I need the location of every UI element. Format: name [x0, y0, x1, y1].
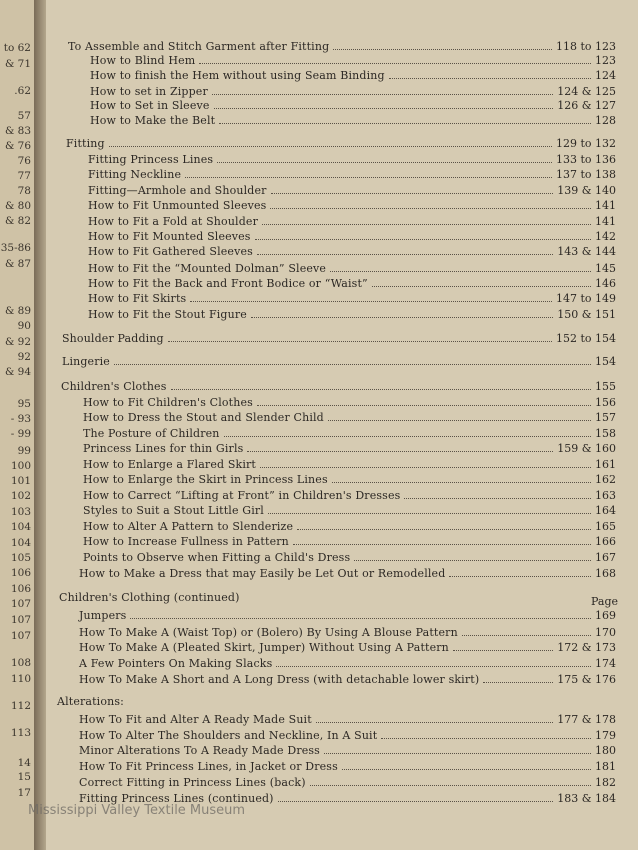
left-page-number: - 99 — [10, 428, 31, 440]
toc-entry-title: Fitting Princess Lines — [88, 153, 214, 166]
toc-entry-title: How To Make A (Pleated Skirt, Jumper) Without Using A Pattern — [79, 641, 449, 654]
toc-entry-page: 133 to 136 — [555, 153, 616, 166]
left-page-number: 107 — [10, 614, 31, 626]
toc-entry-title: How to Enlarge a Flared Skirt — [83, 458, 256, 471]
toc-entry-page: 141 — [595, 199, 616, 212]
toc-entry-page: 179 — [595, 729, 616, 742]
left-page-number: 106 — [10, 583, 31, 595]
dot-leader — [372, 286, 591, 287]
toc-entry — [90, 83, 616, 98]
toc-entry-page: 180 — [595, 744, 616, 757]
left-page-number: & 71 — [4, 58, 31, 70]
toc-entry-title: How To Make A (Waist Top) or (Bolero) By Using A Blouse Pattern — [79, 626, 458, 639]
toc-entry-page: 139 & 140 — [557, 184, 616, 197]
toc-entry-title: How to Increase Fullness in Pattern — [83, 535, 289, 548]
left-page-number: 107 — [10, 598, 31, 610]
dot-leader — [262, 224, 591, 225]
toc-entry-page: 165 — [595, 520, 616, 533]
toc-entry — [62, 330, 616, 345]
toc-entry-page: 137 to 138 — [555, 168, 616, 181]
left-page-number: & 92 — [4, 336, 31, 348]
toc-entry — [66, 135, 616, 150]
dot-leader — [168, 341, 552, 342]
toc-entry-title: Jumpers — [79, 609, 127, 622]
dot-leader — [271, 193, 554, 194]
toc-entry — [88, 166, 616, 181]
dot-leader — [257, 254, 553, 255]
toc-entry-title: How to Make a Dress that may Easily be Let Out or Remodelled — [79, 567, 446, 580]
toc-entry — [68, 38, 616, 53]
toc-entry-page: 169 — [595, 609, 616, 622]
toc-entry-page: 166 — [595, 535, 616, 548]
dot-leader — [109, 146, 552, 147]
toc-entry-title: Children's Clothes — [61, 380, 167, 393]
toc-entry-title: Styles to Suit a Stout Little Girl — [83, 504, 264, 517]
toc-entry — [90, 97, 616, 112]
left-page-number: 108 — [10, 657, 31, 669]
left-page-number: 101 — [10, 475, 31, 487]
toc-entry-title: How to Fit the Stout Figure — [88, 308, 247, 321]
toc-entry — [79, 655, 616, 670]
toc-entry — [83, 425, 616, 440]
toc-entry-title: Minor Alterations To A Ready Made Dress — [79, 744, 320, 757]
toc-entry — [83, 394, 616, 409]
toc-entry-page: 164 — [595, 504, 616, 517]
dot-leader — [328, 420, 591, 421]
toc-entry-page: 156 — [595, 396, 616, 409]
toc-entry-title: How to Fit a Fold at Shoulder — [88, 215, 258, 228]
dot-leader — [268, 513, 591, 514]
toc-entry-page: 183 & 184 — [557, 792, 616, 805]
toc-entry-title: How to Fit Skirts — [88, 292, 187, 305]
dot-leader — [453, 650, 553, 651]
toc-entry — [79, 758, 616, 773]
left-page-number: & 89 — [4, 305, 31, 317]
toc-entry-page: 152 to 154 — [555, 332, 616, 345]
dot-leader — [260, 467, 591, 468]
page-column-label: Page — [591, 595, 619, 608]
left-page-number: 57 — [17, 110, 31, 122]
dot-leader — [212, 94, 553, 95]
toc-entry — [88, 290, 616, 305]
toc-entry — [62, 353, 616, 368]
left-page-number: & 76 — [4, 140, 31, 152]
left-page-number: 90 — [17, 320, 31, 332]
toc-entry-page: 162 — [595, 473, 616, 486]
toc-entry — [79, 671, 616, 686]
dot-leader — [354, 560, 591, 561]
left-page-number: 110 — [10, 673, 31, 685]
toc-entry — [59, 589, 616, 604]
toc-entry — [83, 409, 616, 424]
left-page-number: & 82 — [4, 215, 31, 227]
toc-entry-title: Fitting Princess Lines (continued) — [79, 792, 274, 805]
toc-entry-page: 123 — [595, 54, 616, 67]
dot-leader — [224, 436, 592, 437]
dot-leader — [310, 785, 591, 786]
toc-entry — [88, 228, 616, 243]
toc-entry — [88, 151, 616, 166]
left-page-number: 17 — [17, 787, 31, 799]
toc-entry — [79, 727, 616, 742]
dot-leader — [217, 162, 552, 163]
toc-entry — [88, 213, 616, 228]
left-page-number: 76 — [17, 155, 31, 167]
dot-leader — [483, 682, 553, 683]
toc-entry-title: How to Fit Unmounted Sleeves — [88, 199, 267, 212]
left-page-number: 103 — [10, 506, 31, 518]
toc-entry-page: 128 — [595, 114, 616, 127]
toc-entry — [90, 112, 616, 127]
dot-leader — [278, 801, 554, 802]
toc-entry-title: How to Dress the Stout and Slender Child — [83, 411, 324, 424]
left-page-number: 112 — [10, 700, 31, 712]
left-page-number: 95 — [17, 398, 31, 410]
dot-leader — [332, 482, 591, 483]
toc-entry-page: 174 — [595, 657, 616, 670]
toc-entry-page: 163 — [595, 489, 616, 502]
toc-entry — [88, 275, 616, 290]
dot-leader — [219, 123, 591, 124]
toc-entry — [90, 52, 616, 67]
toc-entry-title: How to Fit Mounted Sleeves — [88, 230, 251, 243]
toc-entry-title: A Few Pointers On Making Slacks — [79, 657, 273, 670]
toc-entry-title: How to Fit the Back and Front Bodice or “Waist” — [88, 277, 368, 290]
toc-entry — [88, 306, 616, 321]
dot-leader — [276, 666, 591, 667]
dot-leader — [257, 405, 591, 406]
toc-entry-page: 172 & 173 — [557, 641, 616, 654]
toc-entry — [83, 549, 616, 564]
dot-leader — [255, 239, 591, 240]
left-page-number: & 87 — [4, 258, 31, 270]
toc-entry-page: 155 — [595, 380, 616, 393]
dot-leader — [199, 63, 591, 64]
dot-leader — [316, 722, 553, 723]
toc-entry-page: 168 — [595, 567, 616, 580]
toc-entry-title: How To Make A Short and A Long Dress (with detachable lower skirt) — [79, 673, 480, 686]
left-page-number: 99 — [17, 445, 31, 457]
dot-leader — [171, 389, 591, 390]
left-page-number: 35-86 — [0, 242, 31, 254]
dot-leader — [270, 208, 591, 209]
toc-entry — [83, 456, 616, 471]
toc-entry — [83, 487, 616, 502]
toc-entry — [83, 440, 616, 455]
toc-entry-title: How to finish the Hem without using Seam Binding — [90, 69, 385, 82]
dot-leader — [247, 451, 553, 452]
toc-entry-page: 118 to 123 — [555, 40, 616, 53]
toc-entry-page: 157 — [595, 411, 616, 424]
left-page-number: 15 — [17, 771, 31, 783]
left-page-number: 105 — [10, 552, 31, 564]
toc-entry-page: 158 — [595, 427, 616, 440]
toc-entry — [79, 742, 616, 757]
left-page-number: 104 — [10, 537, 31, 549]
toc-entry-page: 181 — [595, 760, 616, 773]
toc-entry-page: 167 — [595, 551, 616, 564]
left-page-number: 100 — [10, 460, 31, 472]
left-page-number: & 94 — [4, 366, 31, 378]
toc-entry-title: How to Make the Belt — [90, 114, 216, 127]
dot-leader — [214, 108, 554, 109]
toc-entry — [88, 197, 616, 212]
toc-entry — [61, 378, 616, 393]
toc-entry-page: 177 & 178 — [557, 713, 616, 726]
toc-page — [46, 0, 638, 850]
toc-entry-title: Fitting Neckline — [88, 168, 182, 181]
toc-entry-page: 159 & 160 — [557, 442, 616, 455]
book-gutter — [34, 0, 46, 850]
toc-entry — [79, 607, 616, 622]
toc-entry-page: 141 — [595, 215, 616, 228]
toc-entry-page: 150 & 151 — [557, 308, 616, 321]
toc-entry-title: Lingerie — [62, 355, 110, 368]
dot-leader — [293, 544, 591, 545]
dot-leader — [462, 635, 591, 636]
dot-leader — [185, 177, 552, 178]
toc-entry-page: 175 & 176 — [557, 673, 616, 686]
toc-entry — [90, 67, 616, 82]
toc-entry — [83, 471, 616, 486]
left-page-number: 107 — [10, 630, 31, 642]
dot-leader — [389, 78, 591, 79]
toc-entry — [79, 624, 616, 639]
dot-leader — [404, 498, 591, 499]
toc-entry — [83, 533, 616, 548]
toc-entry-page: 129 to 132 — [555, 137, 616, 150]
toc-entry-title: How to set in Zipper — [90, 85, 208, 98]
left-page-number: 113 — [10, 727, 31, 739]
toc-entry-page: 124 & 125 — [557, 85, 616, 98]
left-page-number: 106 — [10, 567, 31, 579]
left-page-number: 14 — [17, 757, 31, 769]
toc-entry — [79, 565, 616, 580]
toc-entry-title: Fitting—Armhole and Shoulder — [88, 184, 267, 197]
toc-entry-title: How to Fit Gathered Sleeves — [88, 245, 253, 258]
dot-leader — [333, 49, 552, 50]
left-page-number: 104 — [10, 521, 31, 533]
toc-entry-title: The Posture of Children — [83, 427, 220, 440]
dot-leader — [381, 738, 591, 739]
toc-entry — [88, 243, 616, 258]
dot-leader — [449, 576, 591, 577]
toc-entry — [79, 639, 616, 654]
toc-entry-page: 182 — [595, 776, 616, 789]
toc-entry-title: How To Fit Princess Lines, in Jacket or Dress — [79, 760, 338, 773]
toc-entry-page: 147 to 149 — [555, 292, 616, 305]
dot-leader — [251, 317, 553, 318]
left-page-margin — [0, 0, 34, 850]
toc-entry-page: 126 & 127 — [557, 99, 616, 112]
left-page-number: .62 — [14, 85, 31, 97]
toc-entry-title: How to Fit the “Mounted Dolman” Sleeve — [88, 262, 327, 275]
toc-entry-page: 154 — [595, 355, 616, 368]
toc-entry-title: Children's Clothing (continued) — [59, 591, 240, 604]
toc-entry-page: 161 — [595, 458, 616, 471]
toc-entry-title: Alterations: — [57, 695, 125, 708]
toc-entry-title: Princess Lines for thin Girls — [83, 442, 244, 455]
left-page-number: 78 — [17, 185, 31, 197]
dot-leader — [330, 271, 591, 272]
toc-entry-title: Points to Observe when Fitting a Child's Dress — [83, 551, 351, 564]
toc-entry — [83, 518, 616, 533]
dot-leader — [130, 618, 591, 619]
toc-entry-page: 124 — [595, 69, 616, 82]
toc-entry-title: Shoulder Padding — [62, 332, 164, 345]
toc-entry-title: How to Enlarge the Skirt in Princess Lines — [83, 473, 328, 486]
toc-entry-page: 146 — [595, 277, 616, 290]
toc-entry-title: How to Set in Sleeve — [90, 99, 210, 112]
toc-entry-title: How to Carrect “Lifting at Front” in Children's Dresses — [83, 489, 401, 502]
dot-leader — [297, 529, 591, 530]
left-page-number: & 80 — [4, 200, 31, 212]
toc-entry — [88, 260, 616, 275]
dot-leader — [114, 364, 591, 365]
toc-entry — [57, 693, 616, 708]
left-page-number: to 62 — [3, 42, 31, 54]
toc-entry-title: How To Fit and Alter A Ready Made Suit — [79, 713, 312, 726]
toc-entry-title: How To Alter The Shoulders and Neckline, In A Suit — [79, 729, 378, 742]
toc-entry — [88, 182, 616, 197]
toc-entry-title: To Assemble and Stitch Garment after Fitting — [68, 40, 330, 53]
watermark: Mississippi Valley Textile Museum — [28, 803, 246, 818]
toc-entry-title: Fitting — [66, 137, 105, 150]
toc-entry-title: How to Alter A Pattern to Slenderize — [83, 520, 294, 533]
toc-entry-title: Correct Fitting in Princess Lines (back) — [79, 776, 306, 789]
dot-leader — [324, 753, 591, 754]
toc-entry-page: 170 — [595, 626, 616, 639]
left-page-number: - 93 — [10, 413, 31, 425]
toc-entry — [79, 774, 616, 789]
dot-leader — [342, 769, 591, 770]
left-page-number: 77 — [17, 170, 31, 182]
left-page-number: 102 — [10, 490, 31, 502]
toc-entry-title: How to Fit Children's Clothes — [83, 396, 253, 409]
toc-entry-title: How to Blind Hem — [90, 54, 196, 67]
toc-entry — [83, 502, 616, 517]
left-page-number: 92 — [17, 351, 31, 363]
toc-entry-page: 145 — [595, 262, 616, 275]
left-page-number: & 83 — [4, 125, 31, 137]
toc-entry — [79, 711, 616, 726]
toc-entry-page: 142 — [595, 230, 616, 243]
toc-entry-page: 143 & 144 — [557, 245, 616, 258]
dot-leader — [190, 301, 552, 302]
